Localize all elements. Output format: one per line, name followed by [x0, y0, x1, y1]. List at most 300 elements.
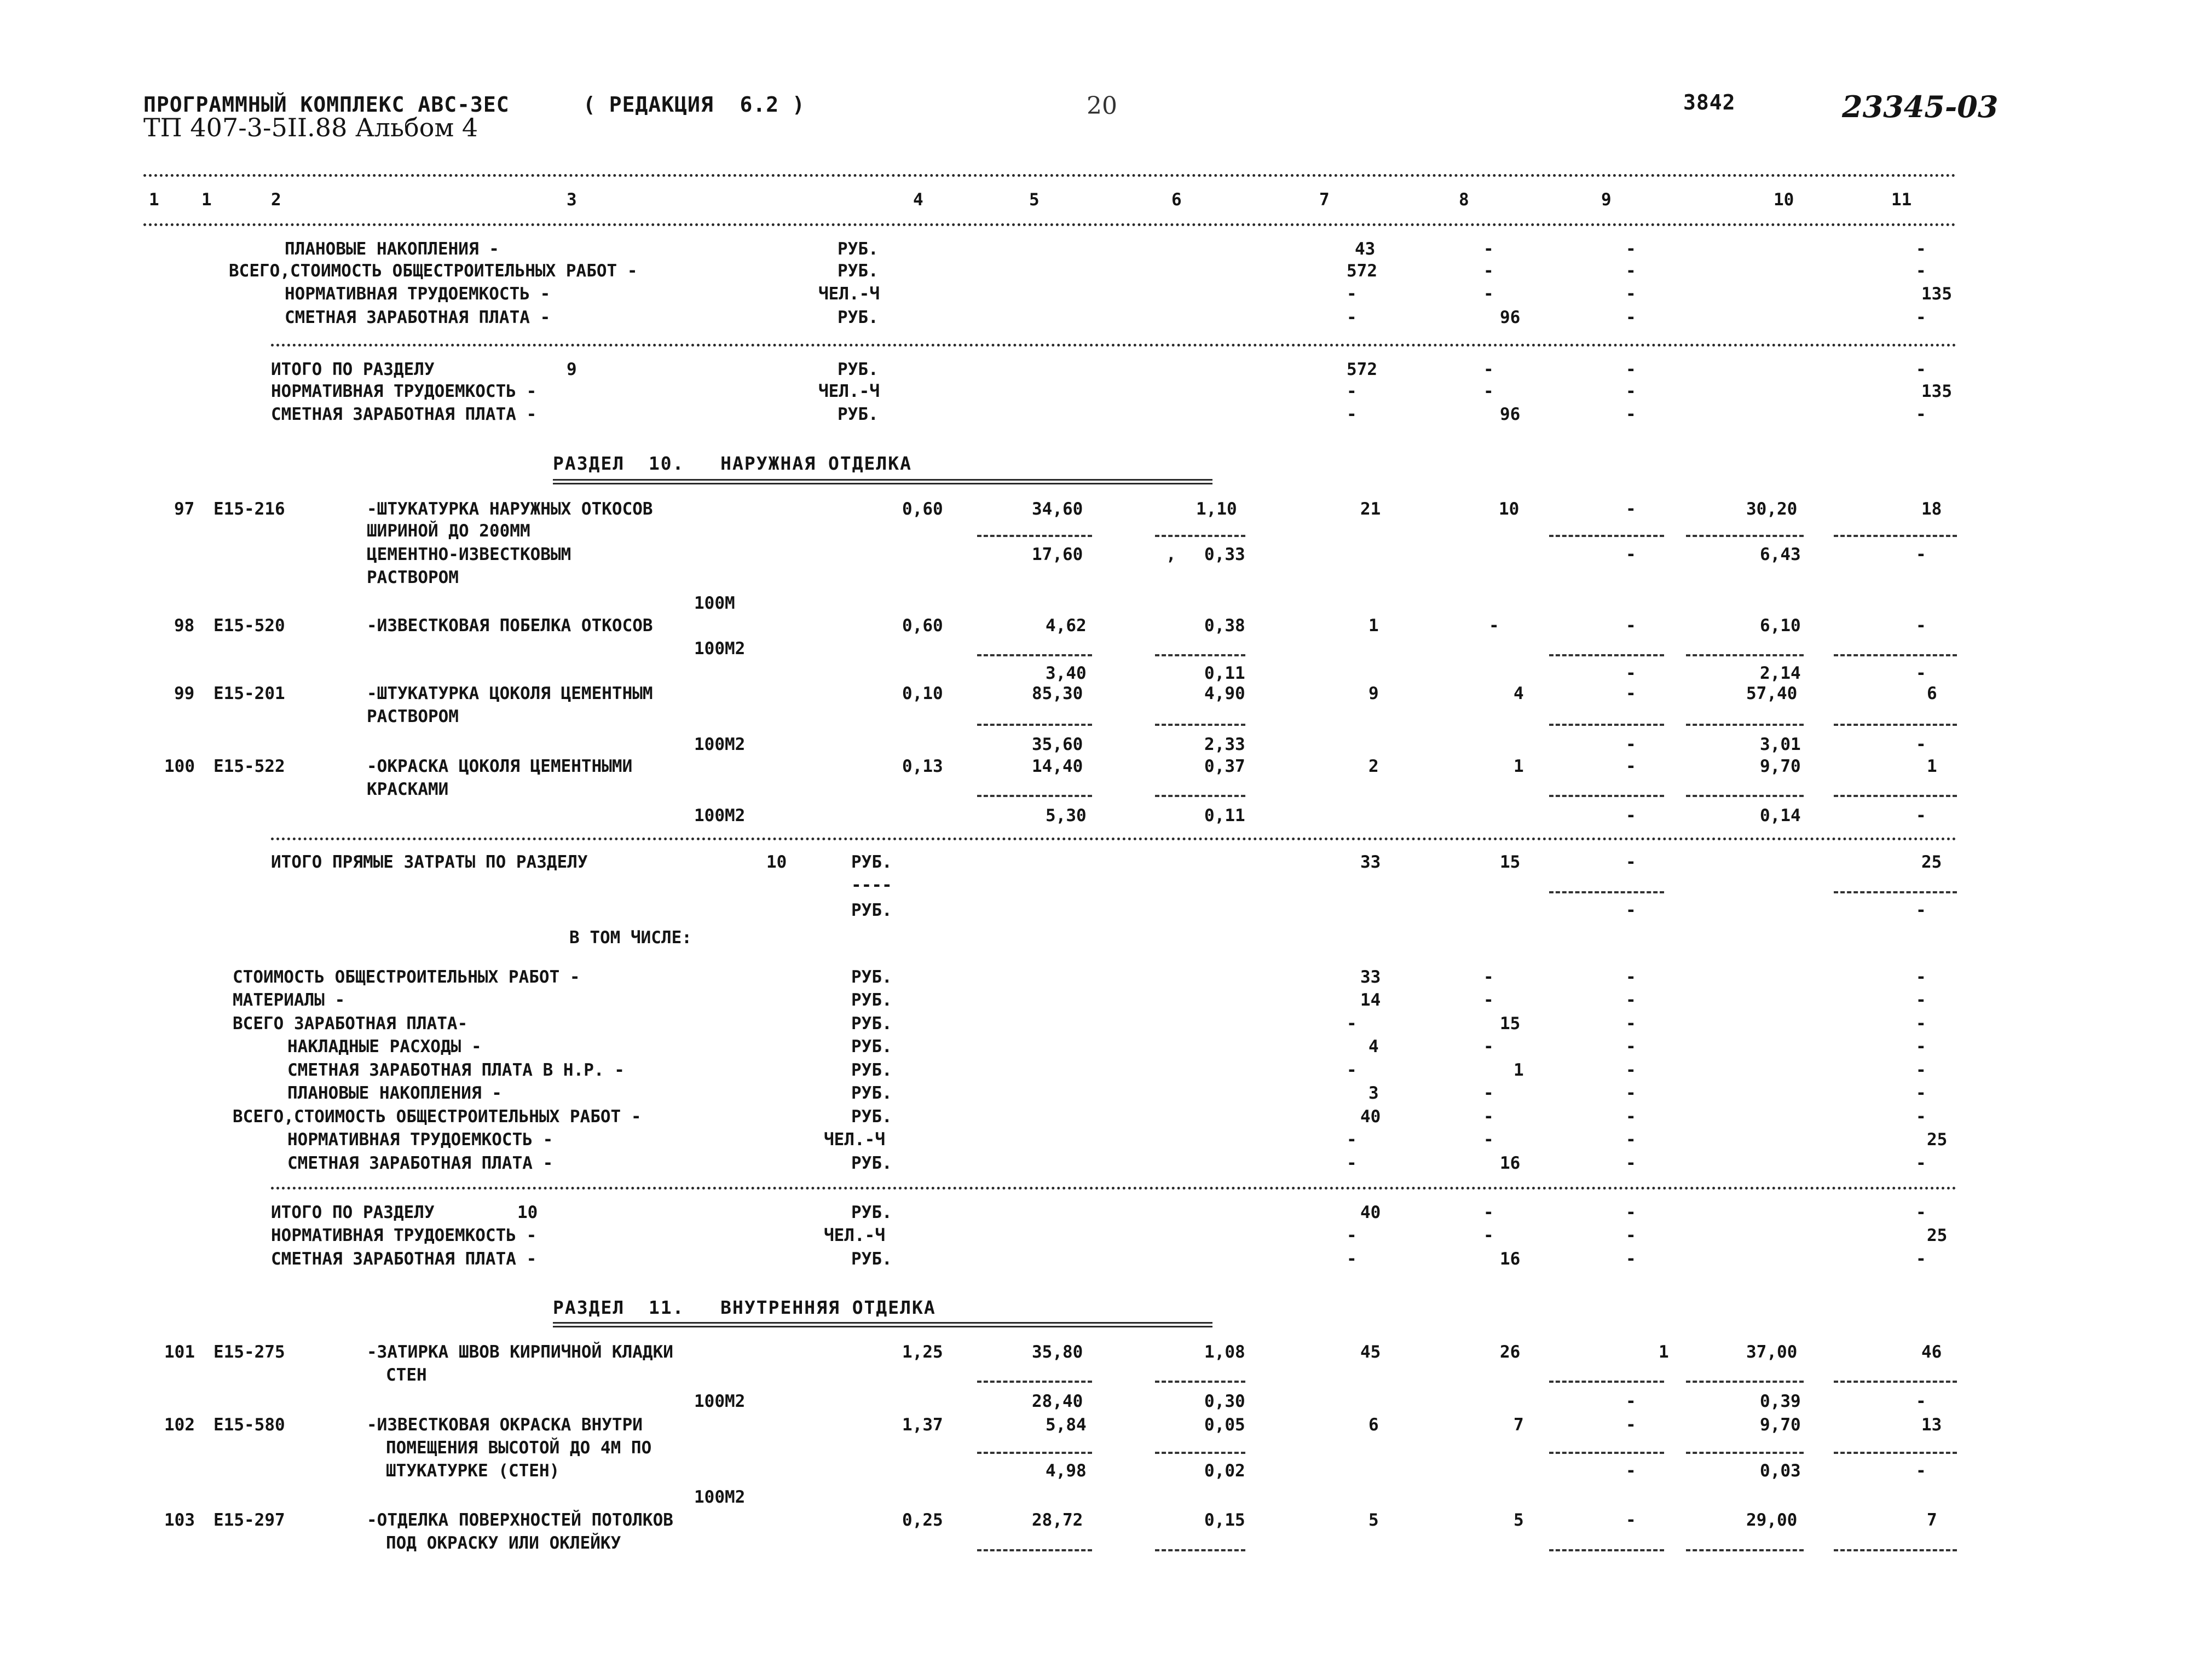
- table-cell: 28,72: [1032, 1510, 1083, 1530]
- table-cell: Е15-297: [213, 1510, 285, 1530]
- table-cell: -: [1626, 684, 1636, 703]
- table-cell: 0,05: [1204, 1415, 1245, 1435]
- table-cell: 10: [517, 1203, 538, 1222]
- value-separator: [1686, 724, 1804, 726]
- table-cell: 25: [1921, 852, 1942, 872]
- table-cell: 2,33: [1204, 735, 1245, 754]
- table-cell: -: [1916, 1249, 1926, 1269]
- column-header: 3: [567, 190, 577, 210]
- table-cell: ИТОГО ПО РАЗДЕЛУ: [271, 360, 435, 379]
- table-cell: 6: [1368, 1415, 1379, 1435]
- table-cell: 28,40: [1032, 1392, 1083, 1411]
- table-cell: -: [1916, 1060, 1926, 1080]
- table-cell: 3,01: [1760, 735, 1801, 754]
- table-cell: ----: [851, 875, 892, 895]
- table-cell: 9: [567, 360, 577, 379]
- table-cell: 96: [1500, 405, 1521, 424]
- table-cell: 1,10: [1196, 499, 1237, 519]
- table-cell: 7: [1514, 1415, 1524, 1435]
- table-cell: -: [1916, 308, 1926, 327]
- table-cell: 15: [1500, 1014, 1521, 1034]
- value-separator: [977, 1381, 1092, 1383]
- table-cell: 7: [1927, 1510, 1937, 1530]
- column-header: 6: [1171, 190, 1182, 210]
- table-cell: -: [1347, 1130, 1357, 1150]
- table-cell: -ОКРАСКА ЦОКОЛЯ ЦЕМЕНТНЫМИ: [367, 757, 633, 776]
- value-separator: [1549, 891, 1664, 893]
- table-cell: СТОИМОСТЬ ОБЩЕСТРОИТЕЛЬНЫХ РАБОТ -: [233, 967, 580, 987]
- table-top-rule: [143, 174, 1956, 177]
- table-cell: 2: [1368, 757, 1379, 776]
- table-cell: 0,33: [1204, 545, 1245, 564]
- table-cell: РАСТВОРОМ: [367, 707, 459, 726]
- table-cell: 0,03: [1760, 1461, 1801, 1481]
- table-cell: -: [1916, 616, 1926, 636]
- table-cell: 1: [1514, 1060, 1524, 1080]
- table-cell: 16: [1500, 1249, 1521, 1269]
- table-cell: 9,70: [1760, 757, 1801, 776]
- table-cell: 6,43: [1760, 545, 1801, 564]
- table-cell: РУБ.: [851, 1249, 892, 1269]
- table-cell: КРАСКАМИ: [367, 780, 449, 799]
- table-cell: РУБ.: [851, 1107, 892, 1127]
- value-separator: [1549, 1381, 1664, 1383]
- table-cell: 35,60: [1032, 735, 1083, 754]
- table-cell: 2,14: [1760, 663, 1801, 683]
- table-cell: 10: [1499, 499, 1520, 519]
- table-cell: ВСЕГО ЗАРАБОТНАЯ ПЛАТА-: [233, 1014, 468, 1034]
- subtotal-rule: [271, 1187, 1957, 1190]
- edition-label: ( РЕДАКЦИЯ 6.2 ): [583, 93, 805, 117]
- table-cell: -: [1483, 360, 1494, 379]
- table-cell: 0,37: [1204, 757, 1245, 776]
- table-cell: -: [1626, 1415, 1636, 1435]
- doc-number: 23345-03: [1842, 89, 1999, 124]
- table-cell: 15: [1500, 852, 1521, 872]
- table-cell: РУБ.: [851, 1060, 892, 1080]
- table-cell: -: [1483, 382, 1494, 401]
- table-cell: -: [1626, 545, 1636, 564]
- section-underline-11: [553, 1322, 1212, 1327]
- column-header: 5: [1029, 190, 1040, 210]
- column-header: 11: [1891, 190, 1912, 210]
- table-cell: 45: [1360, 1342, 1381, 1362]
- table-cell: -: [1483, 967, 1494, 987]
- table-cell: 101: [164, 1342, 195, 1362]
- table-cell: Е15-216: [213, 499, 285, 519]
- table-cell: -: [1626, 852, 1636, 872]
- value-separator: [1549, 795, 1664, 797]
- table-cell: 46: [1921, 1342, 1942, 1362]
- table-cell: 0,14: [1760, 806, 1801, 825]
- table-cell: НОРМАТИВНАЯ ТРУДОЕМКОСТЬ -: [285, 284, 551, 304]
- table-cell: 1,25: [902, 1342, 943, 1362]
- table-cell: -: [1916, 1083, 1926, 1103]
- table-cell: 33: [1360, 967, 1381, 987]
- table-cell: -: [1626, 1226, 1636, 1245]
- value-separator: [1834, 654, 1957, 656]
- column-header: 1: [201, 190, 212, 210]
- table-cell: -: [1626, 1014, 1636, 1034]
- value-separator: [1549, 1549, 1664, 1551]
- table-cell: 100М2: [694, 1392, 746, 1411]
- table-cell: ЧЕЛ.-Ч: [824, 1130, 885, 1150]
- value-separator: [1834, 1381, 1957, 1383]
- table-cell: РУБ.: [851, 1014, 892, 1034]
- subtotal-rule: [271, 344, 1957, 347]
- table-cell: -: [1626, 405, 1636, 424]
- table-cell: 6: [1927, 684, 1937, 703]
- value-separator: [1686, 1381, 1804, 1383]
- table-cell: -: [1626, 1392, 1636, 1411]
- table-cell: ЧЕЛ.-Ч: [818, 382, 880, 401]
- table-cell: -: [1916, 806, 1926, 825]
- table-header-rule: [143, 223, 1956, 226]
- table-cell: 30,20: [1746, 499, 1798, 519]
- table-cell: СМЕТНАЯ ЗАРАБОТНАЯ ПЛАТА В Н.Р. -: [287, 1060, 625, 1080]
- table-cell: -: [1626, 616, 1636, 636]
- table-cell: ИТОГО ПРЯМЫЕ ЗАТРАТЫ ПО РАЗДЕЛУ: [271, 852, 588, 872]
- table-cell: -: [1916, 1461, 1926, 1481]
- table-cell: 135: [1921, 284, 1952, 304]
- table-cell: МАТЕРИАЛЫ -: [233, 990, 345, 1010]
- table-cell: -ИЗВЕСТКОВАЯ ПОБЕЛКА ОТКОСОВ: [367, 616, 653, 636]
- table-cell: -: [1626, 1130, 1636, 1150]
- value-separator: [1549, 535, 1664, 537]
- table-cell: -: [1626, 663, 1636, 683]
- table-cell: -: [1626, 1203, 1636, 1222]
- table-cell: -: [1483, 1226, 1494, 1245]
- table-cell: В ТОМ ЧИСЛЕ:: [569, 928, 692, 948]
- column-header: 8: [1459, 190, 1469, 210]
- table-cell: РУБ.: [851, 852, 892, 872]
- value-separator: [1549, 1452, 1664, 1454]
- table-cell: ,: [1166, 545, 1176, 564]
- value-separator: [977, 724, 1092, 726]
- table-cell: -ИЗВЕСТКОВАЯ ОКРАСКА ВНУТРИ: [367, 1415, 643, 1435]
- table-cell: -: [1483, 1107, 1494, 1127]
- table-cell: 13: [1921, 1415, 1942, 1435]
- table-cell: 100М2: [694, 735, 746, 754]
- table-cell: Е15-522: [213, 757, 285, 776]
- table-cell: -: [1626, 1037, 1636, 1057]
- program-name: ПРОГРАММНЫЙ КОМПЛЕКС АВС-3ЕС: [143, 93, 510, 117]
- value-separator: [1834, 535, 1957, 537]
- table-cell: РУБ.: [838, 308, 879, 327]
- table-cell: -: [1347, 284, 1357, 304]
- table-cell: 40: [1360, 1203, 1381, 1222]
- table-cell: 5: [1514, 1510, 1524, 1530]
- table-cell: -: [1347, 1060, 1357, 1080]
- table-cell: 0,38: [1204, 616, 1245, 636]
- table-cell: СМЕТНАЯ ЗАРАБОТНАЯ ПЛАТА -: [287, 1153, 553, 1173]
- table-cell: РУБ.: [851, 1153, 892, 1173]
- table-cell: 0,15: [1204, 1510, 1245, 1530]
- table-cell: 1: [1368, 616, 1379, 636]
- table-cell: РУБ.: [851, 900, 892, 920]
- table-cell: -: [1626, 1249, 1636, 1269]
- table-cell: -: [1626, 1083, 1636, 1103]
- value-separator: [1155, 535, 1245, 537]
- table-cell: -: [1347, 405, 1357, 424]
- table-cell: 3: [1368, 1083, 1379, 1103]
- table-cell: 103: [164, 1510, 195, 1530]
- table-cell: 1: [1927, 757, 1937, 776]
- table-cell: -: [1626, 308, 1636, 327]
- table-cell: 85,30: [1032, 684, 1083, 703]
- table-cell: -: [1626, 261, 1636, 281]
- table-cell: ЦЕМЕНТНО-ИЗВЕСТКОВЫМ: [367, 545, 571, 564]
- table-cell: -: [1916, 1153, 1926, 1173]
- table-cell: 4,90: [1204, 684, 1245, 703]
- table-cell: 1,37: [902, 1415, 943, 1435]
- value-separator: [1834, 1452, 1957, 1454]
- table-cell: -: [1916, 900, 1926, 920]
- table-cell: 6,10: [1760, 616, 1801, 636]
- table-cell: 5,30: [1046, 806, 1087, 825]
- table-cell: Е15-580: [213, 1415, 285, 1435]
- table-cell: -: [1916, 1392, 1926, 1411]
- value-separator: [1549, 724, 1664, 726]
- table-cell: 17,60: [1032, 545, 1083, 564]
- column-header: 7: [1319, 190, 1330, 210]
- table-cell: РУБ.: [851, 1037, 892, 1057]
- table-cell: -: [1916, 261, 1926, 281]
- table-cell: 99: [174, 684, 195, 703]
- table-cell: -: [1916, 1107, 1926, 1127]
- table-cell: РАСТВОРОМ: [367, 568, 459, 587]
- table-cell: ВСЕГО,СТОИМОСТЬ ОБЩЕСТРОИТЕЛЬНЫХ РАБОТ -: [229, 261, 638, 281]
- table-cell: 100М2: [694, 1487, 746, 1507]
- table-cell: СМЕТНАЯ ЗАРАБОТНАЯ ПЛАТА -: [271, 1249, 537, 1269]
- value-separator: [1549, 654, 1664, 656]
- table-cell: -: [1626, 735, 1636, 754]
- table-cell: Е15-201: [213, 684, 285, 703]
- table-cell: 9: [1368, 684, 1379, 703]
- value-separator: [1686, 1452, 1804, 1454]
- value-separator: [1155, 1381, 1245, 1383]
- table-cell: 572: [1347, 261, 1377, 281]
- section-underline-10: [553, 479, 1212, 484]
- table-cell: -: [1916, 990, 1926, 1010]
- table-cell: -: [1347, 1249, 1357, 1269]
- table-cell: -: [1347, 1014, 1357, 1034]
- table-cell: 29,00: [1746, 1510, 1798, 1530]
- table-cell: 0,11: [1204, 663, 1245, 683]
- value-separator: [977, 535, 1092, 537]
- table-cell: 14: [1360, 990, 1381, 1010]
- table-cell: -: [1483, 261, 1494, 281]
- table-cell: ШТУКАТУРКЕ (СТЕН): [386, 1461, 560, 1481]
- table-cell: -: [1483, 1130, 1494, 1150]
- table-cell: 25: [1927, 1130, 1948, 1150]
- table-cell: -: [1626, 382, 1636, 401]
- table-cell: -ЗАТИРКА ШВОВ КИРПИЧНОЙ КЛАДКИ: [367, 1342, 673, 1362]
- table-cell: ЧЕЛ.-Ч: [824, 1226, 885, 1245]
- table-cell: 97: [174, 499, 195, 519]
- table-cell: 100: [164, 757, 195, 776]
- table-cell: -ШТУКАТУРКА НАРУЖНЫХ ОТКОСОВ: [367, 499, 653, 519]
- table-cell: 98: [174, 616, 195, 636]
- value-separator: [1155, 1549, 1245, 1551]
- table-cell: -: [1347, 1226, 1357, 1245]
- table-cell: -: [1626, 360, 1636, 379]
- subtotal-rule: [271, 838, 1957, 840]
- table-cell: -: [1483, 1203, 1494, 1222]
- table-cell: 1: [1514, 757, 1524, 776]
- table-cell: 572: [1347, 360, 1377, 379]
- table-cell: -: [1916, 239, 1926, 259]
- table-cell: -: [1626, 900, 1636, 920]
- table-cell: 5,84: [1046, 1415, 1087, 1435]
- table-cell: Е15-275: [213, 1342, 285, 1362]
- table-cell: РУБ.: [838, 261, 879, 281]
- table-cell: ПОМЕЩЕНИЯ ВЫСОТОЙ ДО 4М ПО: [386, 1438, 652, 1458]
- table-cell: 100М2: [694, 806, 746, 825]
- value-separator: [1686, 535, 1804, 537]
- table-cell: -: [1626, 1107, 1636, 1127]
- table-cell: СМЕТНАЯ ЗАРАБОТНАЯ ПЛАТА -: [271, 405, 537, 424]
- table-cell: -: [1626, 1153, 1636, 1173]
- table-cell: -: [1626, 757, 1636, 776]
- table-cell: 1,08: [1204, 1342, 1245, 1362]
- value-separator: [1155, 654, 1245, 656]
- table-cell: 18: [1921, 499, 1942, 519]
- table-cell: 0,02: [1204, 1461, 1245, 1481]
- table-cell: 40: [1360, 1107, 1381, 1127]
- table-cell: РУБ.: [851, 967, 892, 987]
- table-cell: -: [1916, 1037, 1926, 1057]
- section-title-10: РАЗДЕЛ 10. НАРУЖНАЯ ОТДЕЛКА: [553, 453, 913, 474]
- table-cell: 4,62: [1046, 616, 1087, 636]
- table-cell: ПЛАНОВЫЕ НАКОПЛЕНИЯ -: [287, 1083, 502, 1103]
- table-cell: 0,39: [1760, 1392, 1801, 1411]
- table-cell: -: [1347, 382, 1357, 401]
- table-cell: 4: [1514, 684, 1524, 703]
- table-cell: РУБ.: [851, 1203, 892, 1222]
- table-cell: 35,80: [1032, 1342, 1083, 1362]
- table-cell: -: [1483, 990, 1494, 1010]
- table-cell: 1: [1659, 1342, 1669, 1362]
- table-cell: -ШТУКАТУРКА ЦОКОЛЯ ЦЕМЕНТНЫМ: [367, 684, 653, 703]
- table-cell: -: [1347, 1153, 1357, 1173]
- table-cell: -: [1483, 284, 1494, 304]
- table-cell: 34,60: [1032, 499, 1083, 519]
- table-cell: -: [1483, 1083, 1494, 1103]
- table-cell: -: [1347, 308, 1357, 327]
- table-cell: -: [1916, 735, 1926, 754]
- value-separator: [977, 795, 1092, 797]
- table-cell: 4,98: [1046, 1461, 1087, 1481]
- table-cell: -: [1626, 990, 1636, 1010]
- table-cell: -: [1916, 1014, 1926, 1034]
- table-cell: 57,40: [1746, 684, 1798, 703]
- table-cell: -: [1916, 545, 1926, 564]
- table-cell: 37,00: [1746, 1342, 1798, 1362]
- table-cell: ПЛАНОВЫЕ НАКОПЛЕНИЯ -: [285, 239, 499, 259]
- table-cell: 0,30: [1204, 1392, 1245, 1411]
- album-title: ТП 407-3-5II.88 Альбом 4: [143, 113, 478, 142]
- value-separator: [1834, 724, 1957, 726]
- table-cell: 135: [1921, 382, 1952, 401]
- value-separator: [1834, 1549, 1957, 1551]
- table-cell: -: [1626, 1510, 1636, 1530]
- column-header: 2: [271, 190, 281, 210]
- table-cell: -: [1626, 284, 1636, 304]
- page-number: 20: [1087, 92, 1117, 120]
- table-cell: 96: [1500, 308, 1521, 327]
- table-cell: 26: [1500, 1342, 1521, 1362]
- value-separator: [1155, 1452, 1245, 1454]
- column-header: 10: [1774, 190, 1794, 210]
- table-cell: -: [1916, 967, 1926, 987]
- table-cell: РУБ.: [838, 239, 879, 259]
- table-cell: -: [1626, 239, 1636, 259]
- table-cell: -: [1626, 806, 1636, 825]
- table-cell: РУБ.: [838, 360, 879, 379]
- table-cell: 0,60: [902, 499, 943, 519]
- table-cell: 0,13: [902, 757, 943, 776]
- table-cell: -: [1916, 1203, 1926, 1222]
- table-cell: 100М: [694, 593, 735, 613]
- table-cell: -: [1626, 499, 1636, 519]
- table-cell: РУБ.: [851, 1083, 892, 1103]
- table-cell: РУБ.: [838, 405, 879, 424]
- table-cell: СМЕТНАЯ ЗАРАБОТНАЯ ПЛАТА -: [285, 308, 551, 327]
- table-cell: 14,40: [1032, 757, 1083, 776]
- table-cell: 0,10: [902, 684, 943, 703]
- table-cell: 10: [766, 852, 787, 872]
- value-separator: [977, 654, 1092, 656]
- table-cell: НАКЛАДНЫЕ РАСХОДЫ -: [287, 1037, 482, 1057]
- table-cell: 4: [1368, 1037, 1379, 1057]
- value-separator: [977, 1452, 1092, 1454]
- value-separator: [1834, 891, 1957, 893]
- table-cell: ИТОГО ПО РАЗДЕЛУ: [271, 1203, 435, 1222]
- table-cell: 3,40: [1046, 663, 1087, 683]
- table-cell: 21: [1360, 499, 1381, 519]
- table-cell: -: [1916, 663, 1926, 683]
- column-header: 1: [149, 190, 159, 210]
- table-cell: 100М2: [694, 639, 746, 659]
- table-cell: -: [1916, 360, 1926, 379]
- value-separator: [977, 1549, 1092, 1551]
- section-title-11: РАЗДЕЛ 11. ВНУТРЕННЯЯ ОТДЕЛКА: [553, 1297, 936, 1318]
- value-separator: [1686, 1549, 1804, 1551]
- table-cell: 102: [164, 1415, 195, 1435]
- table-cell: -: [1916, 405, 1926, 424]
- table-cell: 5: [1368, 1510, 1379, 1530]
- table-cell: НОРМАТИВНАЯ ТРУДОЕМКОСТЬ -: [271, 382, 537, 401]
- table-cell: ЧЕЛ.-Ч: [818, 284, 880, 304]
- table-cell: -: [1489, 616, 1499, 636]
- table-cell: НОРМАТИВНАЯ ТРУДОЕМКОСТЬ -: [287, 1130, 553, 1150]
- table-cell: ВСЕГО,СТОИМОСТЬ ОБЩЕСТРОИТЕЛЬНЫХ РАБОТ -: [233, 1107, 642, 1127]
- table-cell: 25: [1927, 1226, 1948, 1245]
- table-cell: Е15-520: [213, 616, 285, 636]
- table-cell: 0,25: [902, 1510, 943, 1530]
- table-cell: -: [1626, 1461, 1636, 1481]
- table-cell: ПОД ОКРАСКУ ИЛИ ОКЛЕЙКУ: [386, 1533, 621, 1553]
- table-cell: РУБ.: [851, 990, 892, 1010]
- table-cell: 16: [1500, 1153, 1521, 1173]
- table-cell: -: [1626, 1060, 1636, 1080]
- table-cell: -ОТДЕЛКА ПОВЕРХНОСТЕЙ ПОТОЛКОВ: [367, 1510, 673, 1530]
- column-header: 9: [1601, 190, 1612, 210]
- table-cell: -: [1626, 967, 1636, 987]
- table-cell: 33: [1360, 852, 1381, 872]
- table-cell: -: [1483, 1037, 1494, 1057]
